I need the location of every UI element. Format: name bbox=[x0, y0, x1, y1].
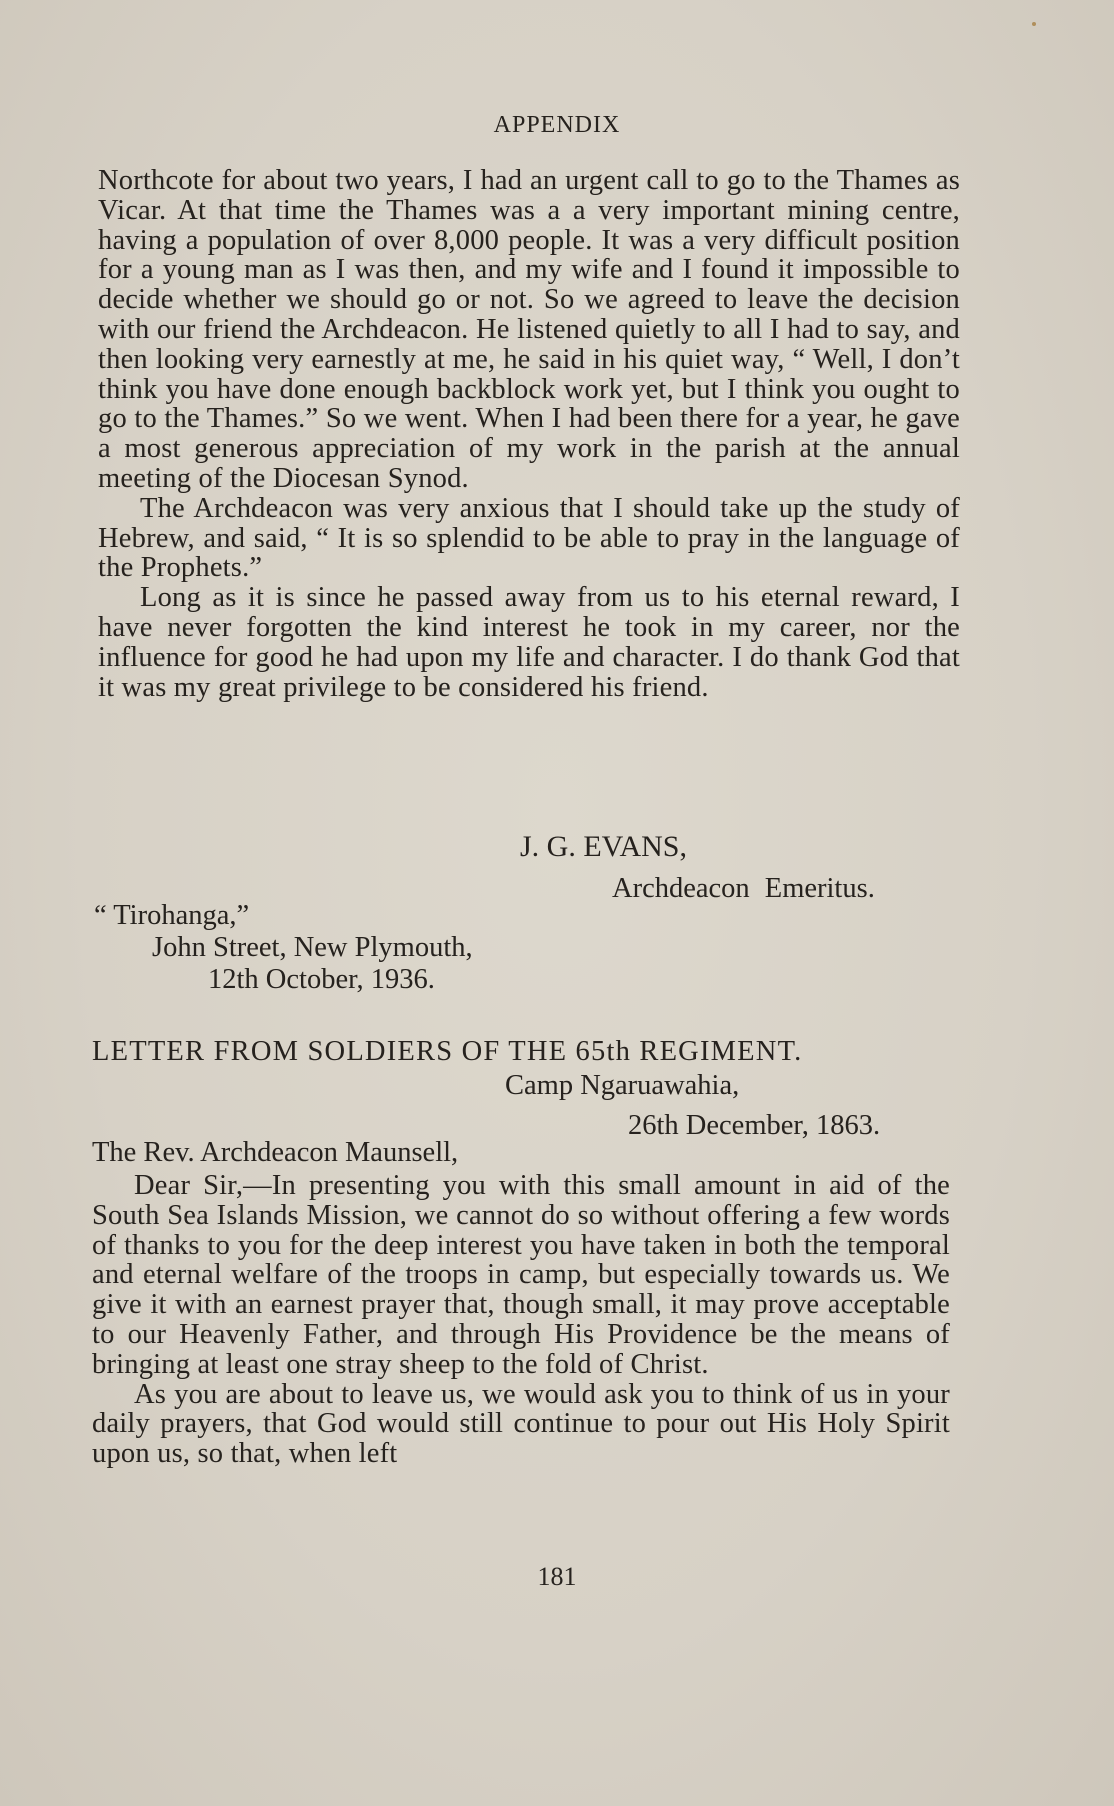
letter-location: Camp Ngaruawahia, bbox=[505, 1070, 740, 1101]
running-header: APPENDIX bbox=[493, 112, 621, 138]
signature-name: J. G. EVANS, bbox=[520, 830, 687, 863]
letter-date: 26th December, 1863. bbox=[628, 1110, 881, 1141]
page-number: 181 bbox=[537, 1562, 577, 1591]
evans-letter-body bbox=[98, 166, 960, 702]
paragraph-thames-call: Northcote for about two years, I had an urgent call to go to the Thames as Vicar. At that time the Thames was a a very important mining centre, having a population of over 8,000 people. It was a very difficult position for a young man as I was then, and my wife and I found it impossible to decide whether we should go or not. So we agreed to leave the decision with our friend the Archdeacon. He listened quietly to all I had to say, and then looking very earnestly at me, he said in his quiet way, “ Well, I don’t think you have done enough backblock work yet, but I think you ought to go to the Thames.” So we went. When I had been there for a year, he gave a most generous appreciation of my work in the parish at the annual meeting of the Diocesan Synod. bbox=[98, 165, 960, 494]
letter-salutation: The Rev. Archdeacon Maunsell, bbox=[92, 1137, 459, 1168]
paragraph-dear-sir: Dear Sir,—In presenting you with this small amount in aid of the South Sea Islands Mission, we cannot do so without offering a few words of thanks to you for the deep interest you have taken in both the temporal and eternal welfare of the troops in camp, but especially towards us. We give it with an earnest prayer that, though small, it may prove acceptable to our Heavenly Father, and through His Providence be the means of bringing at least one stray sheep to the fold of Christ. bbox=[92, 1170, 950, 1380]
paragraph-prayers: As you are about to leave us, we would ask you to think of us in your daily prayers, that God would still continue to pour out His Holy Spirit upon us, so that, when left bbox=[92, 1378, 950, 1470]
ink-speck bbox=[1032, 22, 1036, 26]
section-heading: LETTER FROM SOLDIERS OF THE 65th REGIMENT. bbox=[92, 1036, 803, 1067]
signature-title: Archdeacon Emeritus. bbox=[612, 873, 875, 904]
soldiers-letter-body bbox=[92, 1171, 950, 1469]
address-house-name: “ Tirohanga,” bbox=[94, 900, 250, 931]
paragraph-hebrew-study: The Archdeacon was very anxious that I should take up the study of Hebrew, and said, “ It is so splendid to be able to pray in the language of the Prophets.” bbox=[98, 492, 960, 584]
address-date: 12th October, 1936. bbox=[208, 964, 435, 995]
paragraph-remembrance: Long as it is since he passed away from us to his eternal reward, I have never forgotten the kind interest he took in my career, nor the influence for good he had upon my life and character. I do thank God that it was my great privilege to be considered his friend. bbox=[98, 582, 960, 703]
address-street: John Street, New Plymouth, bbox=[152, 932, 473, 963]
